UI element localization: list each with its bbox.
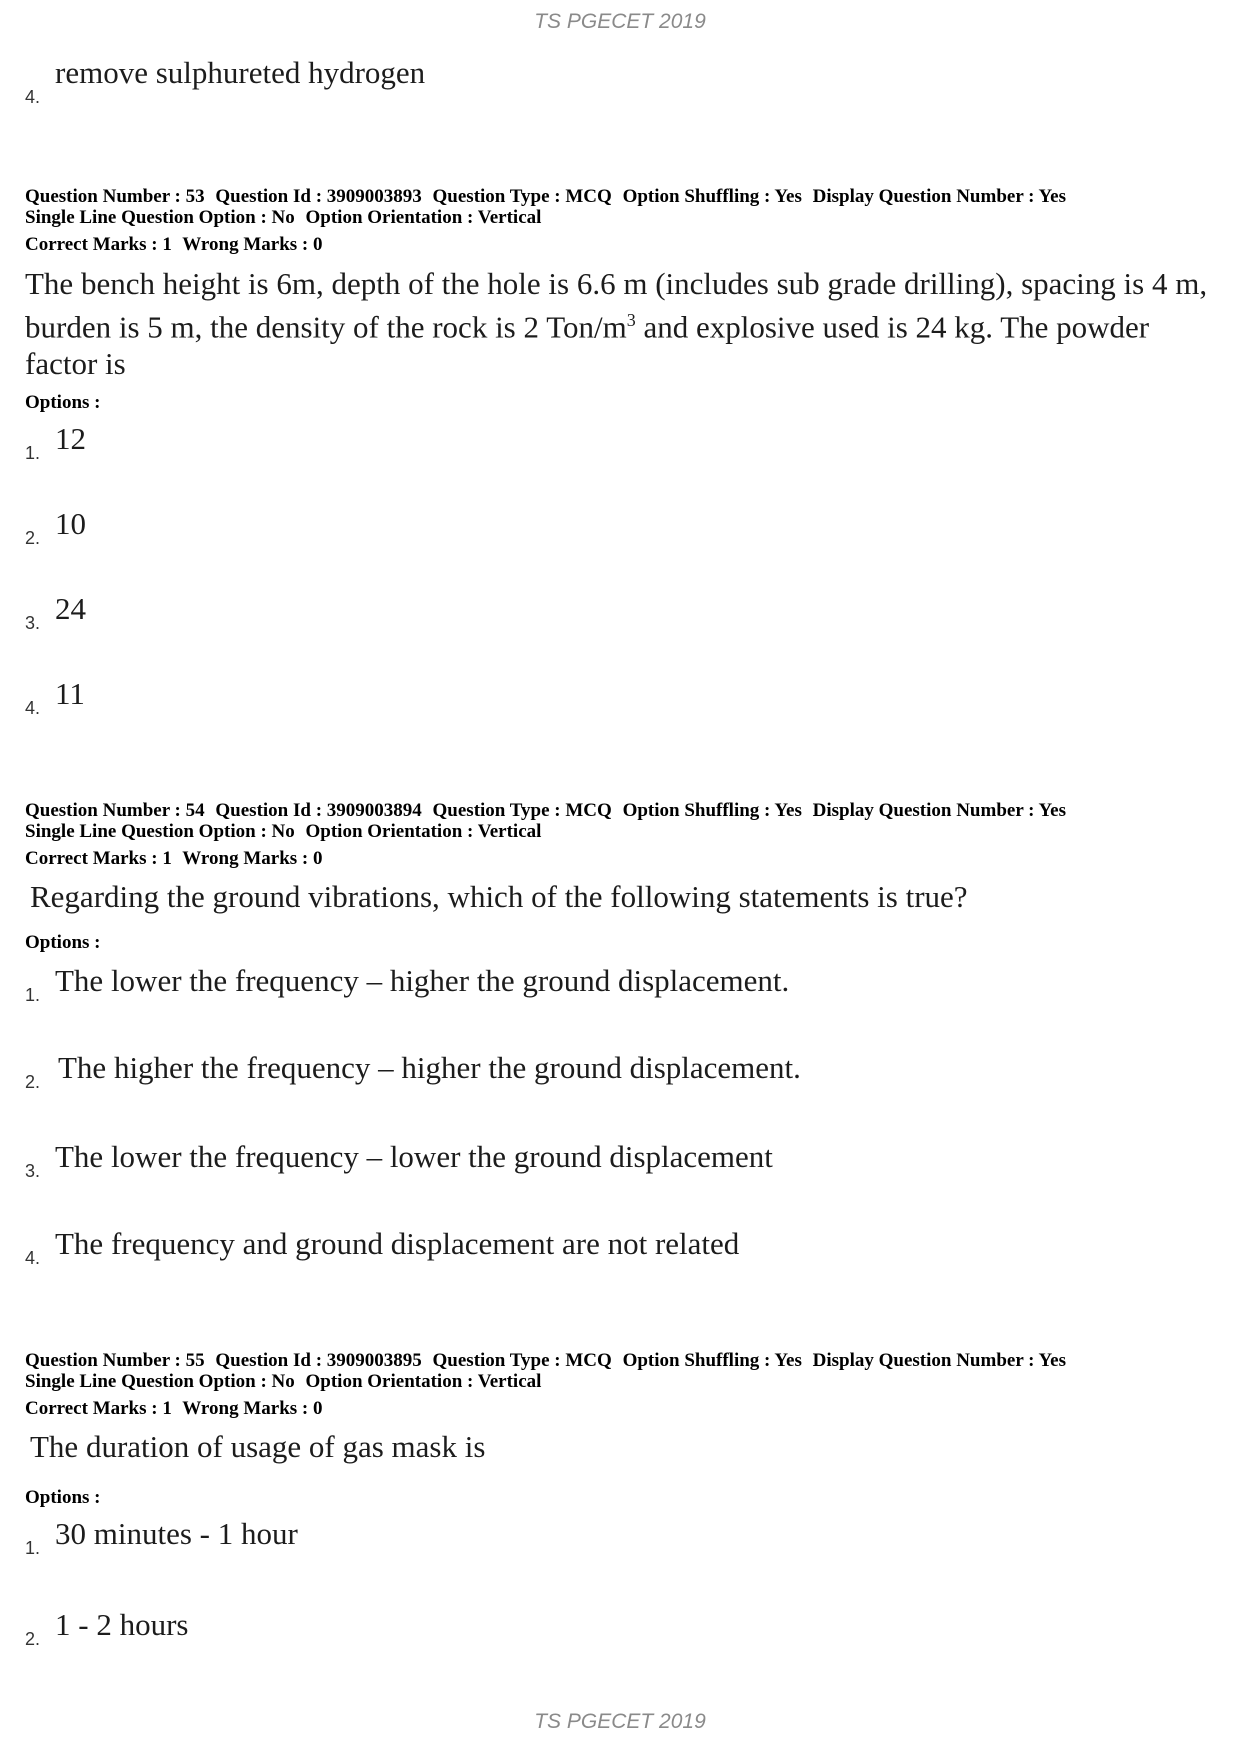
display-question-number: Display Question Number : Yes [812,186,1066,207]
option-text: The lower the frequency – lower the ground displacement [55,1139,773,1174]
option-number: 4. [25,698,41,718]
question-meta-line-2 [25,821,1215,842]
question-meta-line-2 [25,1371,1215,1392]
option-text: 1 - 2 hours [55,1607,189,1642]
option-text: The higher the frequency – higher the ground displacement. [58,1050,801,1085]
single-line-option: Single Line Question Option : No [25,207,295,228]
correct-marks: Correct Marks : 1 [25,234,172,255]
question-53-text [25,265,1210,382]
option-number: 2. [25,1072,41,1092]
option-number: 2. [25,1629,41,1649]
option-text: The frequency and ground displacement are not related [55,1226,740,1261]
question-type: Question Type : MCQ [432,186,612,207]
option-number: 1. [25,1538,41,1558]
option-number: 4. [25,87,41,107]
question-id: Question Id : 3909003894 [215,800,422,821]
question-marks [25,848,1215,870]
options-label: Options : [25,392,101,413]
wrong-marks: Wrong Marks : 0 [182,1398,323,1419]
option-text: 12 [55,421,86,456]
option-text: remove sulphureted hydrogen [55,55,426,90]
display-question-number: Display Question Number : Yes [812,800,1066,821]
option-text: 10 [55,506,86,541]
question-text-part-1: The bench height is 6m, depth of the hole is 6.6 m (includes sub grade drilling), spacing is 4 m, burden is 5 m, the density of the rock is 2 Ton/m [25,266,1208,345]
option-number: 4. [25,1248,41,1268]
option-number: 3. [25,1161,41,1181]
display-question-number: Display Question Number : Yes [812,1350,1066,1371]
question-55-text: The duration of usage of gas mask is [30,1429,486,1464]
question-54-text: Regarding the ground vibrations, which of the following statements is true? [30,879,968,914]
single-line-option: Single Line Question Option : No [25,1371,295,1392]
option-orientation: Option Orientation : Vertical [305,821,542,842]
superscript: 3 [626,310,636,330]
question-marks [25,1398,1215,1420]
option-number: 3. [25,613,41,633]
question-id: Question Id : 3909003895 [215,1350,422,1371]
option-orientation: Option Orientation : Vertical [305,1371,542,1392]
option-orientation: Option Orientation : Vertical [305,207,542,228]
question-55-meta [25,1350,1215,1420]
wrong-marks: Wrong Marks : 0 [182,848,323,869]
option-shuffling: Option Shuffling : Yes [622,1350,802,1371]
option-number: 2. [25,528,41,548]
question-54-meta [25,800,1215,870]
question-meta-line-2 [25,207,1215,228]
single-line-option: Single Line Question Option : No [25,821,295,842]
question-number: Question Number : 53 [25,186,205,207]
question-text-part-2: and explosive used is 24 kg. The powder factor is [25,309,1150,382]
wrong-marks: Wrong Marks : 0 [182,234,323,255]
question-number: Question Number : 55 [25,1350,205,1371]
question-number: Question Number : 54 [25,800,205,821]
option-text: 30 minutes - 1 hour [55,1516,298,1551]
question-53-meta [25,186,1215,256]
option-shuffling: Option Shuffling : Yes [622,800,802,821]
question-meta-line-1 [25,1350,1215,1371]
question-meta-line-1 [25,186,1215,207]
options-label: Options : [25,932,101,953]
correct-marks: Correct Marks : 1 [25,1398,172,1419]
option-text: The lower the frequency – higher the ground displacement. [55,963,790,998]
question-meta-line-1 [25,800,1215,821]
page-header: TS PGECET 2019 [534,10,706,33]
option-number: 1. [25,985,41,1005]
question-type: Question Type : MCQ [432,1350,612,1371]
page-footer: TS PGECET 2019 [534,1710,706,1733]
options-label: Options : [25,1487,101,1508]
option-text: 11 [55,676,85,711]
correct-marks: Correct Marks : 1 [25,848,172,869]
question-type: Question Type : MCQ [432,800,612,821]
question-marks [25,234,1215,256]
option-number: 1. [25,443,41,463]
question-id: Question Id : 3909003893 [215,186,422,207]
option-shuffling: Option Shuffling : Yes [622,186,802,207]
option-text: 24 [55,591,86,626]
